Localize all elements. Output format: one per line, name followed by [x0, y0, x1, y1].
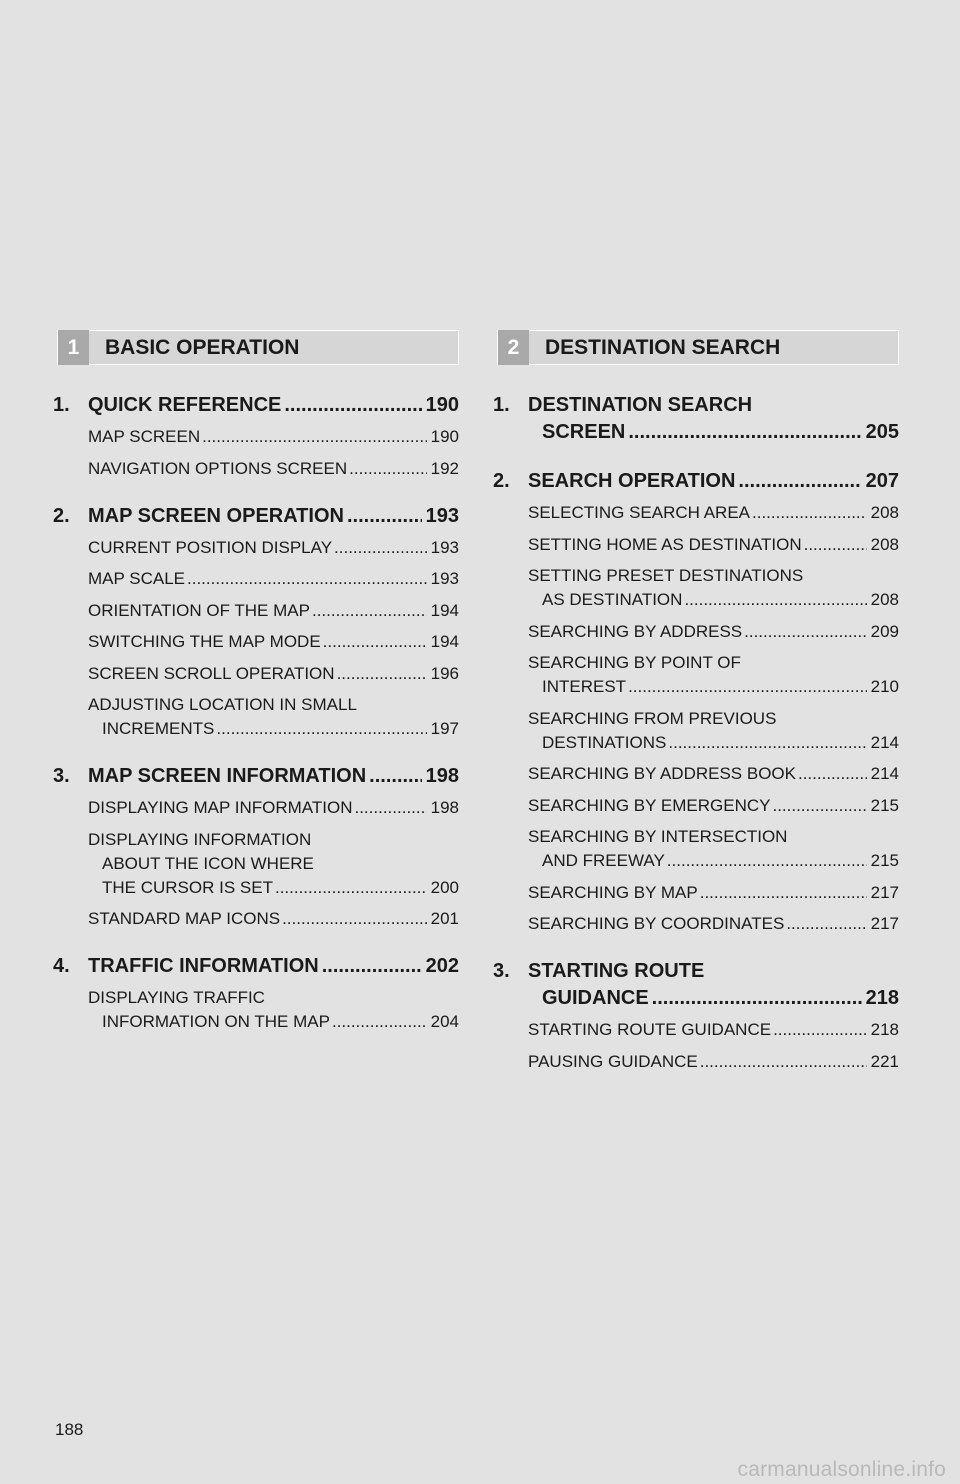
dot-leader	[628, 419, 861, 446]
entry-title-row	[528, 1050, 899, 1074]
chapter-page: 193	[425, 504, 459, 527]
entry-page: 200	[430, 877, 459, 897]
dot-leader	[744, 620, 866, 644]
dot-leader	[752, 501, 867, 525]
dot-leader	[684, 588, 866, 612]
toc-entry[interactable]	[88, 536, 459, 560]
chapter-page: 198	[425, 765, 459, 787]
toc-entry[interactable]	[88, 986, 459, 1034]
entry-title-row	[528, 762, 899, 786]
entry-page: 217	[870, 914, 899, 933]
chapter-page: 202	[425, 955, 459, 977]
entry-title-row	[88, 796, 459, 820]
dot-leader	[798, 762, 867, 786]
entry-title: DISPLAYING MAP INFORMATION	[88, 798, 353, 817]
toc-entry[interactable]	[528, 1018, 899, 1042]
entry-title: MAP SCREEN	[88, 427, 201, 446]
chapter-page: 207	[865, 470, 899, 492]
entry-title: STARTING ROUTE GUIDANCE	[528, 1020, 772, 1039]
dot-leader	[312, 599, 427, 623]
chapter-title: MAP SCREEN INFORMATION	[88, 765, 367, 787]
entry-title: MAP SCALE	[88, 569, 186, 588]
entry-title-row	[528, 533, 899, 557]
entry-title-row	[88, 425, 459, 449]
toc-entry[interactable]	[88, 630, 459, 654]
chapter-title-row	[88, 503, 459, 530]
toc-item-list	[528, 1018, 899, 1074]
chapter-number: 1.	[53, 394, 70, 416]
entry-title-row	[528, 501, 899, 525]
entry-title-row	[88, 662, 459, 686]
chapter-list	[493, 392, 899, 1074]
entry-page: 214	[870, 764, 899, 783]
chapter-title-row	[528, 419, 899, 446]
entry-title: STANDARD MAP ICONS	[88, 909, 281, 928]
entry-page: 204	[430, 1012, 459, 1031]
toc-entry[interactable]	[88, 425, 459, 449]
toc-entry[interactable]	[528, 912, 899, 936]
toc-entry[interactable]	[528, 707, 899, 755]
entry-title-row	[88, 567, 459, 591]
entry-title: INFORMATION ON THE MAP	[102, 1012, 330, 1031]
chapter-title-row	[88, 763, 459, 790]
dot-leader	[323, 630, 427, 654]
entry-page: 193	[430, 569, 459, 588]
entry-title-line: SEARCHING FROM PREVIOUS	[528, 708, 777, 728]
entry-title-row	[528, 675, 899, 699]
chapter-page: 218	[865, 987, 899, 1009]
entry-title-row	[88, 907, 459, 931]
toc-entry[interactable]	[88, 693, 459, 741]
section-title: BASIC OPERATION	[105, 336, 300, 359]
entry-title: THE CURSOR IS SET	[102, 877, 273, 897]
toc-entry[interactable]	[528, 1050, 899, 1074]
dot-leader	[282, 907, 427, 931]
entry-title-row	[528, 620, 899, 644]
dot-leader	[284, 392, 421, 419]
toc-chapter	[53, 503, 459, 742]
dot-leader	[275, 876, 427, 900]
section-number-badge: 1	[58, 330, 89, 365]
chapter-number: 2.	[53, 504, 70, 527]
entry-title-row	[88, 717, 459, 741]
entry-title: SEARCHING BY ADDRESS BOOK	[528, 764, 796, 783]
section-header	[497, 330, 899, 365]
entry-title: PAUSING GUIDANCE	[528, 1051, 698, 1071]
toc-chapter	[53, 392, 459, 481]
toc-entry[interactable]	[528, 651, 899, 699]
entry-title-row	[528, 1018, 899, 1042]
chapter-title-row	[528, 468, 899, 495]
dot-leader	[337, 662, 427, 686]
toc-item-list	[528, 501, 899, 936]
chapter-title: SEARCH OPERATION	[528, 470, 736, 492]
chapter-heading[interactable]	[53, 763, 459, 790]
entry-title: INTEREST	[542, 677, 627, 696]
toc-chapter	[493, 468, 899, 936]
toc-entry[interactable]	[88, 599, 459, 623]
chapter-number: 1.	[493, 394, 510, 416]
chapter-title-row	[88, 392, 459, 419]
entry-title-line: SEARCHING BY INTERSECTION	[528, 827, 788, 846]
dot-leader	[322, 953, 422, 980]
dot-leader	[354, 796, 426, 820]
entry-title-line: ADJUSTING LOCATION IN SMALL	[88, 695, 357, 714]
dot-leader	[628, 675, 867, 699]
entry-page: 197	[430, 719, 459, 738]
entry-page: 196	[430, 663, 459, 683]
entry-page: 194	[430, 600, 459, 620]
entry-page: 190	[430, 427, 459, 446]
dot-leader	[773, 1018, 867, 1042]
entry-title: SEARCHING BY ADDRESS	[528, 621, 743, 641]
chapter-number: 2.	[493, 470, 510, 492]
entry-title-row	[88, 599, 459, 623]
section-header	[57, 330, 459, 365]
toc-entry[interactable]	[88, 907, 459, 931]
dot-leader	[652, 985, 862, 1012]
dot-leader	[369, 763, 421, 790]
chapter-title-row	[528, 985, 899, 1012]
chapter-title: QUICK REFERENCE	[88, 394, 282, 416]
dot-leader	[202, 425, 427, 449]
entry-title-row	[88, 457, 459, 481]
toc-item-list	[88, 536, 459, 742]
dot-leader	[804, 533, 867, 557]
entry-title: SELECTING SEARCH AREA	[528, 503, 751, 522]
entry-page: 209	[870, 621, 899, 641]
entry-page: 198	[430, 798, 459, 817]
toc-entry[interactable]	[528, 564, 899, 612]
toc-chapter	[53, 763, 459, 931]
watermark: carmanualsonline.info	[737, 1458, 946, 1481]
entry-title-row	[88, 630, 459, 654]
dot-leader	[349, 457, 426, 481]
chapter-page: 205	[865, 421, 899, 443]
entry-title-row	[528, 731, 899, 755]
entry-page: 221	[870, 1051, 899, 1071]
chapter-title: GUIDANCE	[542, 987, 649, 1009]
chapter-heading[interactable]	[493, 958, 899, 1012]
entry-page: 210	[870, 677, 899, 696]
entry-page: 201	[430, 909, 459, 928]
entry-title-row	[528, 588, 899, 612]
chapter-title-line: DESTINATION SEARCH	[528, 394, 753, 416]
chapter-heading[interactable]	[493, 392, 899, 446]
entry-title: SCREEN SCROLL OPERATION	[88, 663, 335, 683]
entry-title: SWITCHING THE MAP MODE	[88, 632, 321, 651]
dot-leader	[347, 503, 422, 530]
chapter-heading[interactable]	[53, 392, 459, 419]
toc-entry[interactable]	[88, 796, 459, 820]
entry-title: ORIENTATION OF THE MAP	[88, 600, 310, 620]
dot-leader	[668, 731, 866, 755]
section-title: DESTINATION SEARCH	[545, 336, 781, 359]
entry-title-row	[88, 876, 459, 900]
toc-entry[interactable]	[88, 662, 459, 686]
toc-entry[interactable]	[528, 533, 899, 557]
dot-leader	[738, 468, 861, 495]
dot-leader	[700, 1050, 867, 1074]
entry-title-line: SEARCHING BY POINT OF	[528, 653, 741, 672]
chapter-heading[interactable]	[53, 953, 459, 980]
entry-title: SEARCHING BY COORDINATES	[528, 914, 785, 933]
chapter-title-line: STARTING ROUTE	[528, 960, 705, 982]
entry-title-row	[528, 794, 899, 818]
dot-leader	[187, 567, 427, 591]
toc-chapter	[53, 953, 459, 1034]
entry-title-line: DISPLAYING TRAFFIC	[88, 988, 265, 1007]
entry-title-row	[88, 1010, 459, 1034]
entry-title: AS DESTINATION	[542, 590, 683, 609]
toc-chapter	[493, 958, 899, 1074]
entry-title: NAVIGATION OPTIONS SCREEN	[88, 458, 348, 478]
chapter-number: 4.	[53, 955, 70, 977]
chapter-heading[interactable]	[493, 468, 899, 495]
entry-page: 214	[870, 732, 899, 752]
entry-title-line: SETTING PRESET DESTINATIONS	[528, 566, 804, 585]
chapter-title: MAP SCREEN OPERATION	[88, 504, 344, 527]
entry-title: SEARCHING BY MAP	[528, 882, 698, 902]
dot-leader	[216, 717, 426, 741]
chapter-title-row	[88, 953, 459, 980]
chapter-page: 190	[425, 394, 459, 416]
dot-leader	[772, 794, 866, 818]
section-number-badge: 2	[498, 330, 529, 365]
chapter-number: 3.	[53, 765, 70, 787]
entry-title-line: DISPLAYING INFORMATION	[88, 829, 312, 849]
toc-entry[interactable]	[88, 457, 459, 481]
dot-leader	[332, 1010, 427, 1034]
entry-title: AND FREEWAY	[542, 851, 665, 870]
entry-page: 208	[870, 503, 899, 522]
entry-title: DESTINATIONS	[542, 732, 667, 752]
chapter-title: SCREEN	[542, 421, 626, 443]
toc-entry[interactable]	[88, 567, 459, 591]
chapter-title: TRAFFIC INFORMATION	[88, 955, 319, 977]
toc-entry[interactable]	[528, 881, 899, 905]
entry-title-line: ABOUT THE ICON WHERE	[102, 853, 314, 873]
entry-title-row	[528, 881, 899, 905]
chapter-heading[interactable]	[53, 503, 459, 530]
entry-page: 208	[870, 534, 899, 554]
entry-page: 192	[430, 458, 459, 478]
entry-title: SETTING HOME AS DESTINATION	[528, 534, 802, 554]
dot-leader	[667, 849, 867, 873]
entry-title-row	[88, 536, 459, 560]
dot-leader	[334, 536, 427, 560]
entry-title: INCREMENTS	[102, 719, 215, 738]
toc-entry[interactable]	[528, 794, 899, 818]
entry-title-row	[528, 849, 899, 873]
toc-entry[interactable]	[528, 762, 899, 786]
toc-entry[interactable]	[528, 825, 899, 873]
toc-item-list	[88, 796, 459, 931]
toc-item-list	[88, 425, 459, 481]
toc-entry[interactable]	[528, 620, 899, 644]
entry-title: CURRENT POSITION DISPLAY	[88, 537, 333, 557]
toc-column-destination-search	[493, 330, 899, 1081]
toc-column-basic-operation	[53, 330, 459, 1042]
toc-entry[interactable]	[528, 501, 899, 525]
toc-entry[interactable]	[88, 828, 459, 900]
entry-page: 215	[870, 851, 899, 870]
entry-page: 218	[870, 1020, 899, 1039]
entry-page: 215	[870, 795, 899, 815]
toc-item-list	[88, 986, 459, 1034]
entry-title-row	[528, 912, 899, 936]
toc-chapter	[493, 392, 899, 446]
entry-page: 208	[870, 590, 899, 609]
entry-page: 193	[430, 537, 459, 557]
chapter-number: 3.	[493, 960, 510, 982]
dot-leader	[786, 912, 866, 936]
entry-title: SEARCHING BY EMERGENCY	[528, 795, 771, 815]
page-number: 188	[55, 1420, 84, 1439]
dot-leader	[700, 881, 867, 905]
chapter-list	[53, 392, 459, 1034]
entry-page: 194	[430, 632, 459, 651]
entry-page: 217	[870, 882, 899, 902]
